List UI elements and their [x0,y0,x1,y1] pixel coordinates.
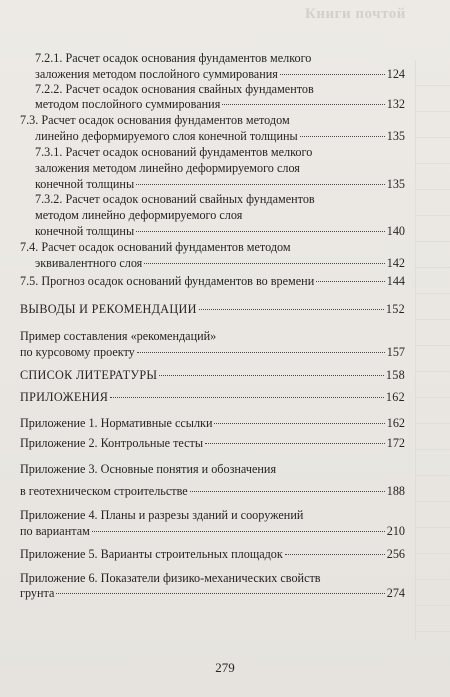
toc-example-line2: по курсовому проекту [20,345,135,359]
toc-73-page: 135 [386,129,405,143]
toc-entry-732[interactable] [35,224,405,239]
toc-app3-line2: в геотехническом строительстве [20,484,188,498]
toc-entry-app3[interactable] [20,484,405,499]
leader-dots [136,231,385,232]
toc-entry-app4[interactable] [20,524,405,539]
toc-app2-label: Приложение 2. Контрольные тесты [20,436,204,450]
toc-appendices-label: ПРИЛОЖЕНИЯ [20,390,109,404]
toc-literature-label: СПИСОК ЛИТЕРАТУРЫ [20,368,158,382]
toc-app1-label: Приложение 1. Нормативные ссылки [20,416,213,430]
toc-entry-722[interactable] [35,97,405,112]
toc-conclusions-label: ВЫВОДЫ И РЕКОМЕНДАЦИИ [20,302,197,316]
toc-731-line2: заложения методом линейно деформируемого слоя [35,161,300,175]
toc-entry-app2[interactable] [20,436,405,451]
toc-example-line1: Пример составления «рекомендаций» [20,329,217,343]
toc-app2-page: 172 [386,436,405,450]
leader-dots [92,531,385,532]
toc-app4-line1: Приложение 4. Планы и разрезы зданий и сооружений [20,508,304,522]
leader-dots [205,443,385,444]
page-number: 279 [215,660,235,675]
toc-entry-example[interactable] [20,345,405,360]
toc-732-line1: 7.3.2. Расчет осадок оснований свайных фундаментов [35,192,315,206]
show-through-table [415,60,450,640]
toc-conclusions-page: 152 [385,302,405,316]
toc-75-label: 7.5. Прогноз осадок оснований фундаментов во времени [20,274,315,288]
leader-dots [137,352,385,353]
toc-722-line1: 7.2.2. Расчет осадок основания свайных фундаментов [35,82,314,96]
leader-dots [280,74,385,75]
toc-732-page: 140 [386,224,405,238]
toc-74-line1: 7.4. Расчет осадок оснований фундаментов методом [20,240,291,254]
leader-dots [56,593,384,594]
toc-entry-literature[interactable] [20,368,405,383]
leader-dots [159,375,383,376]
toc-721-line2: заложения методом послойного суммирования [35,67,278,81]
toc-app3-page: 188 [386,484,405,498]
toc-721-page: 124 [386,67,405,81]
toc-app3-line1: Приложение 3. Основные понятия и обозначения [20,462,277,476]
leader-dots [222,104,384,105]
toc-app1-page: 162 [386,416,405,430]
toc-entry-appendices[interactable] [20,390,405,405]
toc-73-line2: линейно деформируемого слоя конечной толщины [35,129,298,143]
toc-app4-line2: по вариантам [20,524,90,538]
toc-app6-line1: Приложение 6. Показатели физико-механических свойств [20,571,321,585]
toc-721-line1: 7.2.1. Расчет осадок основания фундаментов мелкого [35,51,312,65]
toc-entry-731[interactable] [35,177,405,192]
toc-entry-73[interactable] [35,129,405,144]
toc-731-page: 135 [386,177,405,191]
leader-dots [136,184,385,185]
leader-dots [316,281,384,282]
toc-app6-line2: грунта [20,586,55,600]
toc-75-page: 144 [386,274,405,288]
toc-entry-app1[interactable] [20,416,405,431]
leader-dots [300,136,385,137]
toc-entry-conclusions[interactable] [20,302,405,317]
leader-dots [190,491,385,492]
leader-dots [110,397,384,398]
toc-appendices-page: 162 [385,390,405,404]
toc-entry-721[interactable] [35,67,405,82]
toc-literature-page: 158 [385,368,405,382]
toc-731-line1: 7.3.1. Расчет осадок оснований фундаментов мелкого [35,145,313,159]
toc-entry-74[interactable] [35,256,405,271]
toc-73-line1: 7.3. Расчет осадок основания фундаментов методом [20,113,290,127]
show-through-title: Книги почтой [305,6,406,22]
toc-732-line3: конечной толщины [35,224,135,238]
toc-entry-75[interactable] [20,274,405,289]
toc-app6-page: 274 [386,586,405,600]
toc-entry-app6[interactable] [20,586,405,601]
leader-dots [285,554,385,555]
toc-app5-label: Приложение 5. Варианты строительных площадок [20,547,283,561]
toc-722-page: 132 [386,97,405,111]
toc-app4-page: 210 [386,524,405,538]
toc-731-line3: конечной толщины [35,177,135,191]
toc-example-page: 157 [386,345,405,359]
toc-74-line2: эквивалентного слоя [35,256,143,270]
toc-722-line2: методом послойного суммирования [35,97,221,111]
leader-dots [199,309,384,310]
toc-74-page: 142 [386,256,405,270]
leader-dots [214,423,384,424]
toc-732-line2: методом линейно деформируемого слоя [35,208,243,222]
leader-dots [144,263,384,264]
toc-app5-page: 256 [386,547,405,561]
toc-entry-app5[interactable] [20,547,405,562]
